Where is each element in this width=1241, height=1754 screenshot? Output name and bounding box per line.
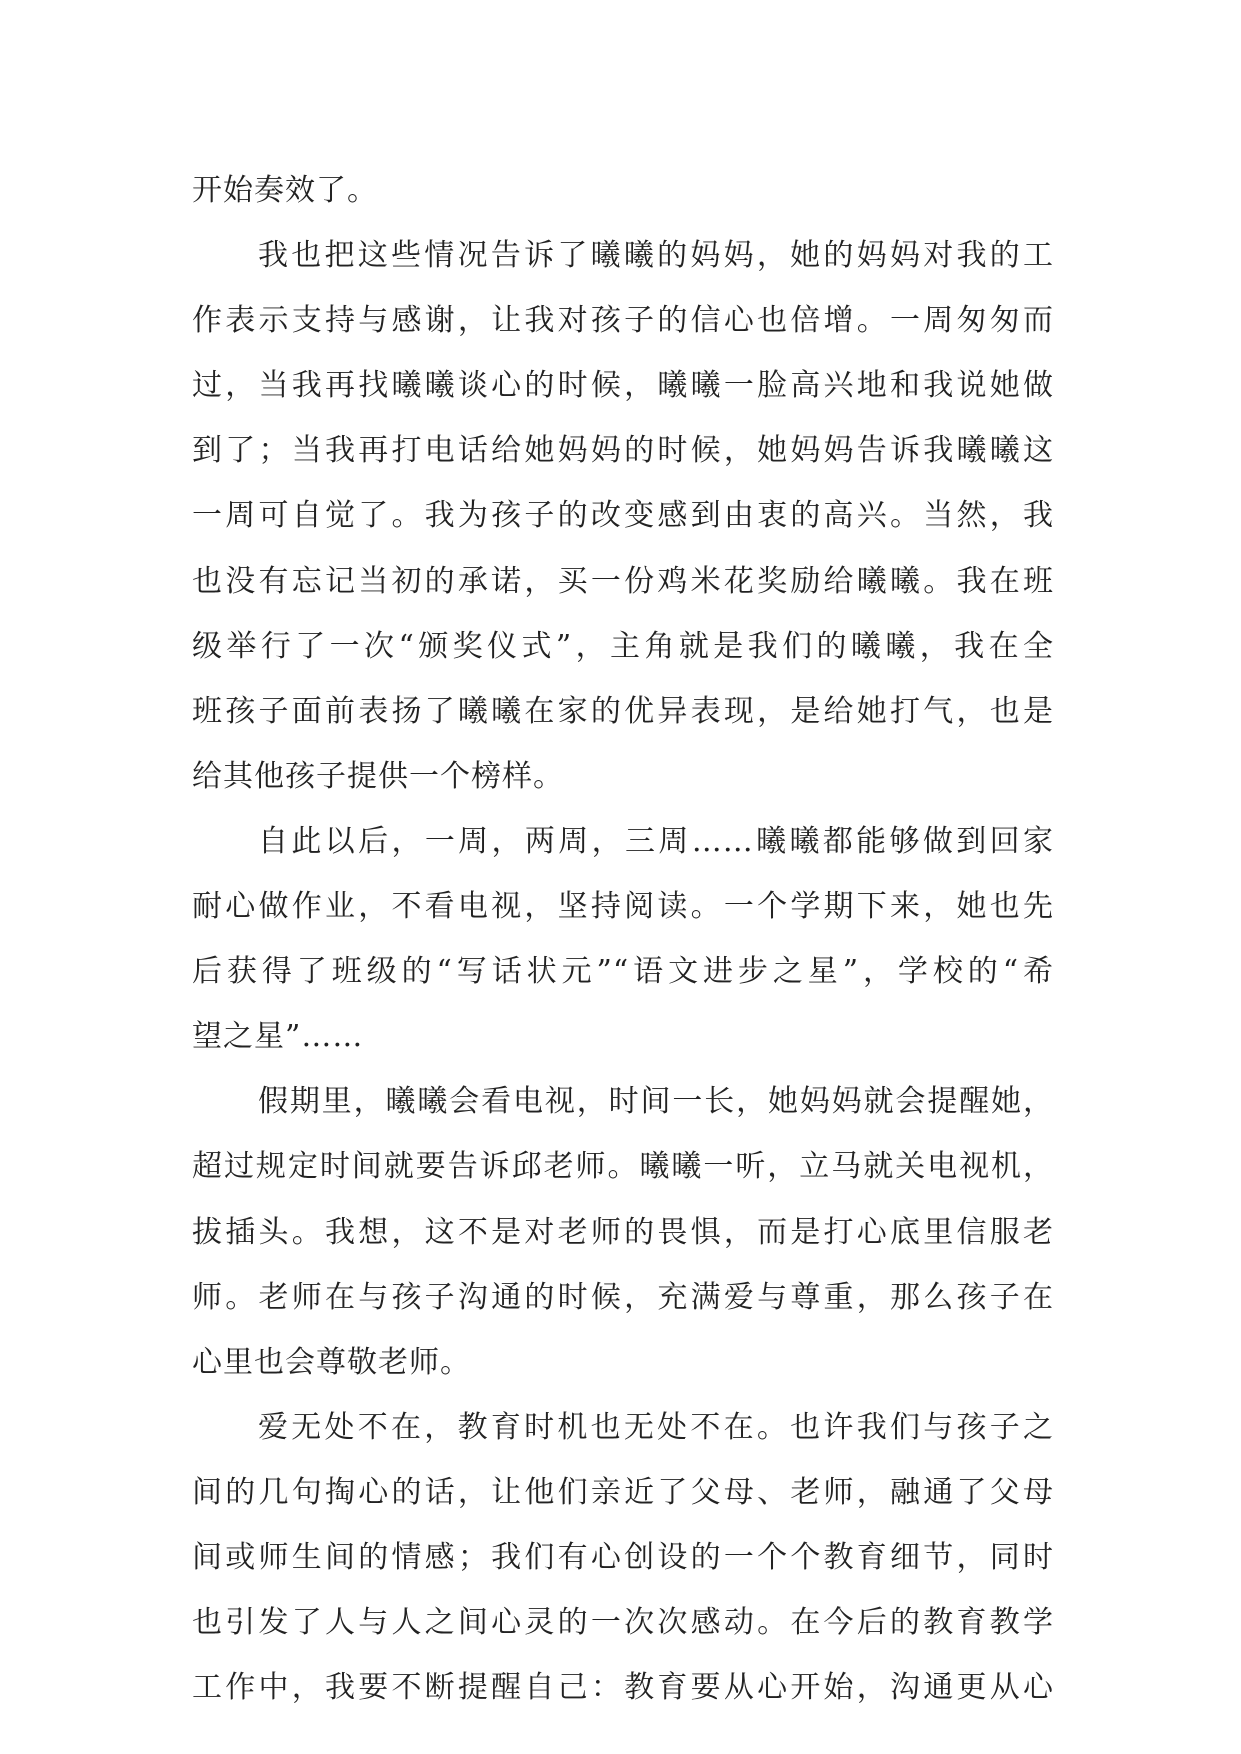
- text-line: 过，当我再找曦曦谈心的时候，曦曦一脸高兴地和我说她做: [192, 368, 1054, 404]
- text-line: 给其他孩子提供一个榜样。: [192, 758, 564, 794]
- text-line: 爱无处不在，教育时机也无处不在。也许我们与孩子之: [258, 1409, 1054, 1445]
- text-line: 拔插头。我想，这不是对老师的畏惧，而是打心底里信服老: [192, 1214, 1054, 1250]
- text-line: 也没有忘记当初的承诺，买一份鸡米花奖励给曦曦。我在班: [192, 563, 1054, 599]
- text-line: 望之星”……: [192, 1019, 364, 1055]
- text-line: 也引发了人与人之间心灵的一次次感动。在今后的教育教学: [192, 1605, 1054, 1641]
- text-line: 级举行了一次“颁奖仪式”，主角就是我们的曦曦，我在全: [192, 628, 1054, 664]
- text-line: 我也把这些情况告诉了曦曦的妈妈，她的妈妈对我的工: [258, 238, 1054, 274]
- text-line: 开始奏效了。: [192, 173, 378, 208]
- text-line: 间的几句掏心的话，让他们亲近了父母、老师，融通了父母: [192, 1474, 1054, 1510]
- document-body: [192, 158, 1054, 1720]
- text-line: 到了；当我再打电话给她妈妈的时候，她妈妈告诉我曦曦这: [192, 433, 1054, 469]
- text-line: 假期里，曦曦会看电视，时间一长，她妈妈就会提醒她，: [258, 1084, 1054, 1120]
- text-line: 作表示支持与感谢，让我对孩子的信心也倍增。一周匆匆而: [192, 303, 1054, 339]
- text-line: 间或师生间的情感；我们有心创设的一个个教育细节，同时: [192, 1539, 1054, 1575]
- text-line: 一周可自觉了。我为孩子的改变感到由衷的高兴。当然，我: [192, 498, 1054, 534]
- text-line: 工作中，我要不断提醒自己：教育要从心开始，沟通更从心: [192, 1670, 1054, 1706]
- text-line: 班孩子面前表扬了曦曦在家的优异表现，是给她打气，也是: [192, 693, 1054, 729]
- text-line: 耐心做作业，不看电视，坚持阅读。一个学期下来，她也先: [192, 889, 1054, 925]
- text-line: 后获得了班级的“写话状元”“语文进步之星”，学校的“希: [192, 954, 1054, 990]
- text-line: 超过规定时间就要告诉邱老师。曦曦一听，立马就关电视机，: [192, 1149, 1054, 1185]
- text-line: 自此以后，一周，两周，三周……曦曦都能够做到回家: [258, 823, 1054, 859]
- text-line: 心里也会尊敬老师。: [192, 1344, 471, 1380]
- text-line: 师。老师在与孩子沟通的时候，充满爱与尊重，那么孩子在: [192, 1279, 1054, 1315]
